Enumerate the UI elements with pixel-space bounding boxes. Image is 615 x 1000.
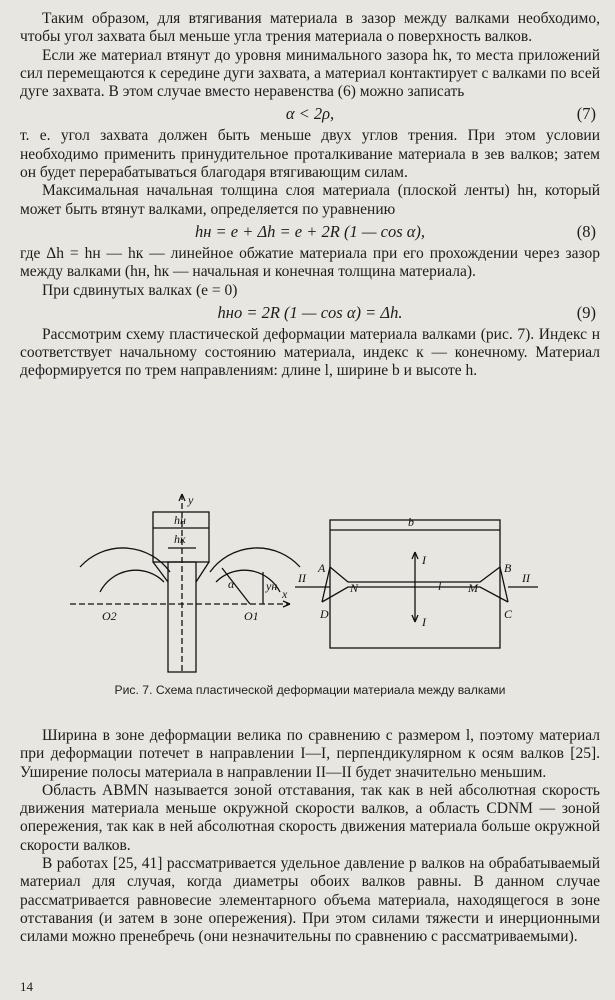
equation-8-formula: hн = e + Δh = e + 2R (1 — cos α), [194,221,426,241]
paragraph-1: Таким образом, для втягивания материала в зазор между валками необходимо, чтобы угол захвата был меньше угла трения материала о поверхность валков. [20,10,600,46]
figure-7 [60,492,580,682]
label-C: C [504,607,513,621]
label-b: b [408,515,414,529]
equation-7-formula: α < 2ρ, [285,104,335,124]
equation-9-formula: hно = 2R (1 — cos α) = Δh. [217,302,403,322]
label-o2: O2 [102,609,117,623]
label-D: D [320,607,329,621]
label-o1: O1 [244,609,259,623]
paragraph-7: Рассмотрим схему пластической деформации материала валками (рис. 7). Индекс н соответствует начальному состоянию материала, индекс к — конечному. Материал деформируется по трем направлениям: длине l, ширине b и высоте h. [20,325,600,380]
paragraph-5: где Δh = hн — hк — линейное обжатие материала при его прохождении через зазор между валками (hн, hк — начальная и конечная толщина материала). [20,244,600,281]
paragraph-8: Ширина в зоне деформации велика по сравнению с размером l, поэтому материал при деформации потечет в направлении I—I, перпендикулярном к осям валков [25]. Уширение полосы материала в направлении II—II будет значительно меньшим. [20,727,600,781]
label-hn: hн [174,513,186,527]
label-l: l [438,579,442,593]
figure-caption: Рис. 7. Схема пластической деформации материала между валками [114,683,506,697]
equation-9 [20,300,600,326]
label-alpha: α [228,577,235,591]
label-A: A [318,561,326,575]
label-II-right: II [522,571,530,585]
paragraph-4: Максимальная начальная толщина слоя материала (плоской ленты) hн, который может быть втянут валками, определяется по уравнению [20,182,600,218]
alpha-line [222,568,250,604]
label-x: x [282,587,288,601]
label-M: M [468,581,478,595]
roll-arc-left-inner [100,570,164,592]
label-hk: hк [174,532,186,546]
paragraph-2: Если же материал втянут до уровня минимального зазора hк, то места приложений сил перемещаются к середине дуги захвата, а материал контактирует с валками по всей дуге захвата. В этом случае вместо неравенства (6) можно записать [20,46,600,101]
text-block-top [20,10,600,381]
roll-arc-right [210,548,300,572]
paragraph-6: При сдвинутых валках (e = 0) [42,281,238,299]
paragraph-10: В работах [25, 41] рассматривается удельное давление p валков на обрабатываемый материал для случая, когда диаметры обоих валков равны. В данном случае рассматривается равновесие элементарного объема материала, находящегося в зоне отставания (и затем в зоне опережения). При этом силами тяжести и инерционными силами можно пренебречь (они незначительны по сравнению с рассматриваемыми). [20,855,600,946]
label-N: N [350,581,359,595]
equation-7 [20,101,600,127]
label-I-top: I [422,553,426,567]
figure-right-labels [297,515,531,629]
label-B: B [504,561,512,575]
equation-7-number: (7) [576,104,596,124]
text-block-bottom [20,727,600,947]
label-II-left: II [298,571,306,585]
page-number: 14 [20,979,33,994]
label-I-bottom: I [422,615,426,629]
paragraph-9: Область ABMN называется зоной отставания, так как в ней абсолютная скорость движения материала меньше окружной скорости валков, а область CDNM — зоной опережения, так как в ней абсолютная скорость движения материала больше окружной скорости валков. [20,781,600,854]
label-y: y [188,493,194,507]
equation-9-number: (9) [576,302,596,322]
label-yn: yн [266,579,278,593]
equation-8-number: (8) [576,221,596,241]
roll-arc-left [80,548,170,572]
figure-right-plan [295,520,538,648]
paragraph-3: т. е. угол захвата должен быть меньше двух углов трения. При этом условии необходимо применить принудительное проталкивание материала в зев валков; затем он будет перерабатываться благодаря втягивающим силам. [20,127,600,182]
equation-8 [20,219,600,245]
